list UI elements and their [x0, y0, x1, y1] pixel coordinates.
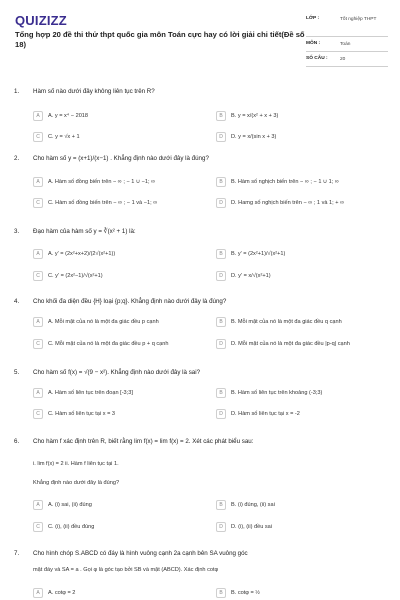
option-letter: C [33, 271, 43, 281]
option-d[interactable] [216, 197, 344, 209]
option-text: B. (i) đúng, (ii) sai [231, 502, 275, 508]
option-letter: D [216, 271, 226, 281]
option-text: B. Hàm số liên tục trên khoảng (-3;3) [231, 390, 323, 396]
question-number: 2. [14, 155, 20, 162]
option-c[interactable] [33, 131, 80, 143]
meta-panel [306, 14, 388, 67]
option-letter: C [33, 339, 43, 349]
meta-label: LỚP : [306, 16, 320, 21]
option-text: D. (i), (ii) đều sai [231, 524, 273, 530]
option-letter: C [33, 132, 43, 142]
option-text: A. cotφ = 2 [48, 590, 76, 596]
meta-subject-row [306, 37, 388, 52]
option-letter: A [33, 177, 43, 187]
option-a[interactable] [33, 316, 159, 328]
question-text: Đạo hàm của hàm số y = ∛(x² + 1) là: [33, 228, 136, 235]
meta-value: 20 [340, 57, 346, 62]
option-text: D. Hàm số liên tục tại x = -2 [231, 411, 300, 417]
option-letter: B [216, 177, 226, 187]
question-text: Cho hình chóp S.ABCD có đáy là hình vuông cạnh 2a cạnh bên SA vuông góc [33, 550, 248, 557]
question-text: Cho khối đa diện đều {H} loại {p;q}. Khẳng định nào dưới đây là đúng? [33, 298, 227, 305]
option-b[interactable] [216, 248, 285, 260]
option-d[interactable] [216, 408, 300, 420]
option-letter: D [216, 132, 226, 142]
option-text: D. y = x/(sin x + 3) [231, 134, 277, 140]
option-b[interactable] [216, 499, 275, 511]
option-text: C. (i), (ii) đều đúng [48, 524, 95, 530]
question-number: 1. [14, 88, 20, 95]
option-letter: D [216, 522, 226, 532]
option-d[interactable] [216, 338, 350, 350]
option-a[interactable] [33, 499, 92, 511]
option-text: A. Hàm số đồng biến trên − ∞ ; − 1 ∪ −1; ∞ [48, 179, 156, 185]
option-c[interactable] [33, 338, 169, 350]
meta-value: Toán [340, 42, 351, 47]
option-b[interactable] [216, 316, 342, 328]
option-d[interactable] [216, 270, 271, 282]
option-a[interactable] [33, 110, 88, 122]
option-b[interactable] [216, 387, 322, 399]
option-text: C. y' = (2x²−1)/√(x²+1) [48, 273, 103, 279]
option-letter: A [33, 588, 43, 598]
option-letter: A [33, 249, 43, 259]
option-letter: D [216, 339, 226, 349]
option-d[interactable] [216, 521, 272, 533]
option-text: D. y' = x/√(x²+1) [231, 273, 271, 279]
option-text: C. Hàm số liên tục tại x = 3 [48, 411, 115, 417]
option-a[interactable] [33, 587, 75, 599]
option-letter: B [216, 317, 226, 327]
option-text: B. Hàm số nghịch biến trên − ∞ ; − 1 ∪ 1; ∞ [231, 179, 339, 185]
option-a[interactable] [33, 387, 133, 399]
option-letter: B [216, 588, 226, 598]
option-letter: C [33, 409, 43, 419]
option-letter: B [216, 111, 226, 121]
option-letter: A [33, 317, 43, 327]
option-letter: B [216, 249, 226, 259]
option-text: A. y' = (2x²+x+2)/(2√(x²+1)) [48, 251, 116, 257]
option-text: C. y = √x + 1 [48, 134, 80, 140]
option-a[interactable] [33, 248, 115, 260]
option-text: C. Mỗi mặt của nó là một đa giác đều p + q cạnh [48, 341, 169, 347]
meta-label: MÔN : [306, 41, 321, 46]
option-letter: A [33, 111, 43, 121]
option-letter: D [216, 198, 226, 208]
meta-value: Tốt nghiệp THPT [340, 17, 377, 22]
question-text: Hàm số nào dưới đây không liên tục trên R? [33, 88, 155, 95]
option-letter: C [33, 198, 43, 208]
option-text: A. Mỗi mặt của nó là một đa giác đều p cạnh [48, 319, 159, 325]
option-text: C. Hàm số đồng biến trên − ∞ ; − 1 và −1; ∞ [48, 200, 158, 206]
option-b[interactable] [216, 176, 339, 188]
question-number: 5. [14, 369, 20, 376]
question-prompt: Khẳng định nào dưới đây là đúng? [33, 480, 120, 486]
question-text: Cho hàm f xác định trên R, biết rằng lim f(x) = lim f(x) = 2. Xét các phát biểu sau: [33, 438, 254, 445]
question-number: 6. [14, 438, 20, 445]
option-d[interactable] [216, 131, 276, 143]
question-number: 4. [14, 298, 20, 305]
option-c[interactable] [33, 408, 115, 420]
option-letter: C [33, 522, 43, 532]
question-text: Cho hàm số y = (x+1)/(x−1) . Khẳng định nào dưới đây là đúng? [33, 155, 209, 162]
option-c[interactable] [33, 521, 94, 533]
option-letter: B [216, 388, 226, 398]
quizizz-logo: QUIZIZZ [15, 13, 67, 28]
option-text: B. Mỗi mặt của nó là một đa giác đều q cạnh [231, 319, 342, 325]
question-number: 3. [14, 228, 20, 235]
option-text: A. y = x⁴ − 2018 [48, 113, 89, 119]
option-c[interactable] [33, 270, 103, 282]
option-text: B. y' = (2x²+1)/√(x²+1) [231, 251, 286, 257]
option-text: A. Hàm số liên tục trên đoạn [-3;3] [48, 390, 133, 396]
question-number: 7. [14, 550, 20, 557]
question-text: Cho hàm số f(x) = √(9 − x²). Khẳng định nào dưới đây là sai? [33, 369, 201, 376]
option-text: A. (i) sai, (ii) đúng [48, 502, 92, 508]
option-letter: B [216, 500, 226, 510]
option-b[interactable] [216, 110, 278, 122]
meta-count-row [306, 52, 388, 67]
meta-class-row [306, 14, 388, 37]
page-title: Tổng hợp 20 đề thi thử thpt quốc gia môn Toán cực hay có lời giải chi tiết(Đề số 18) [15, 30, 305, 49]
option-b[interactable] [216, 587, 260, 599]
option-letter: D [216, 409, 226, 419]
option-text: D. Mỗi mặt của nó là một đa giác đều |p-q| cạnh [231, 341, 350, 347]
option-letter: A [33, 500, 43, 510]
question-statements: i. lim f(x) = 2 ii. Hàm f liên tục tại 1. [33, 461, 119, 467]
option-a[interactable] [33, 176, 155, 188]
option-letter: A [33, 388, 43, 398]
option-text: D. Hamg số nghịch biến trên − ∞ ; 1 và 1; + ∞ [231, 200, 345, 206]
option-text: B. cotφ = ½ [231, 590, 260, 596]
option-c[interactable] [33, 197, 157, 209]
question-statements: mặt đáy và SA = a . Gọi φ là góc tạo bởi SB và mặt (ABCD). Xác định cotφ [33, 567, 219, 573]
option-text: B. y = x/(x² + x + 3) [231, 113, 279, 119]
meta-label: SỐ CÂU : [306, 56, 328, 61]
